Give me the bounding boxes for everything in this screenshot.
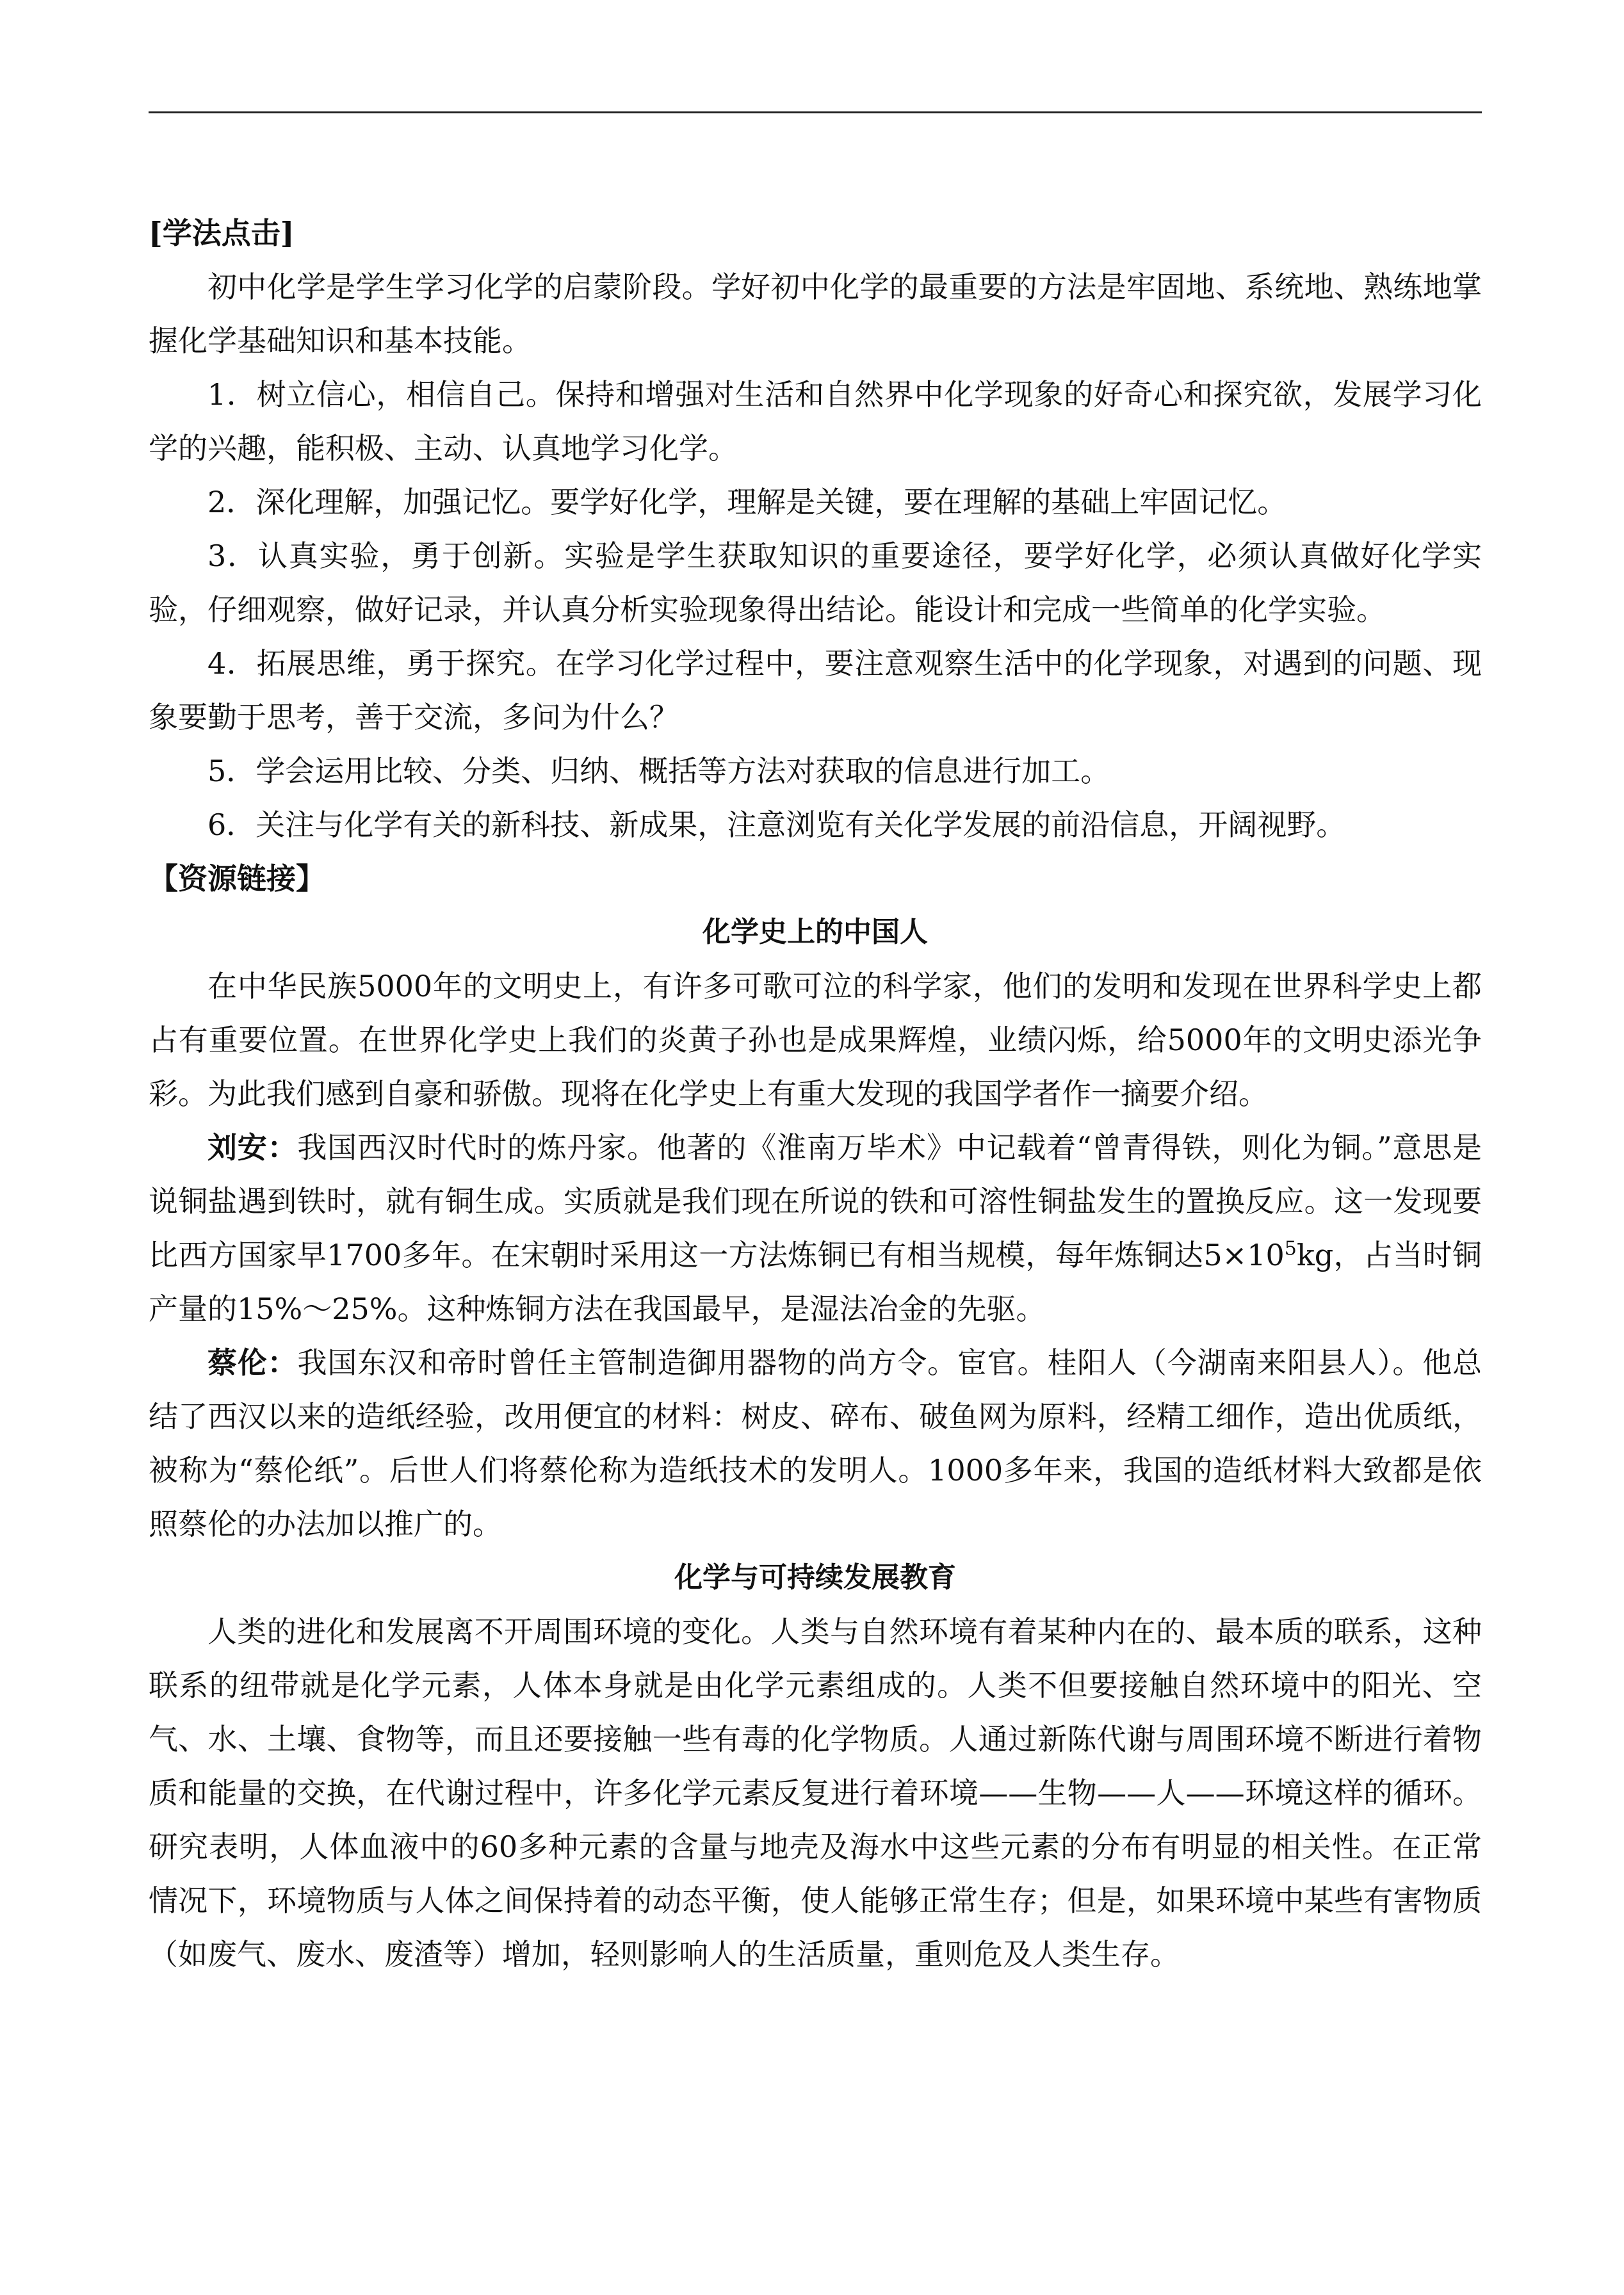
document-body — [149, 206, 1482, 1981]
article-text-sustainable-development: 人类的进化和发展离不开周围环境的变化。人类与自然环境有着某种内在的、最本质的联系，这种联系的纽带就是化学元素，人体本身就是由化学元素组成的。人类不但要接触自然环境中的阳光、空气、水、土壤、食物等，而且还要接触一些有毒的化学物质。人通过新陈代谢与周围环境不断进行着物质和能量的交换，在代谢过程中，许多化学元素反复进行着环境——生物——人——环境这样的循环。研究表明，人体血液中的60多种元素的含量与地壳及海水中这些元素的分布有明显的相关性。在正常情况下，环境物质与人体之间保持着的动态平衡，使人能够正常生存；但是，如果环境中某些有害物质（如废气、废水、废渣等）增加，轻则影响人的生活质量，重则危及人类生存。 — [149, 1614, 1482, 1972]
liu-an-exponent: 5 — [1284, 1237, 1297, 1260]
name-cai-lun: 蔡伦： — [207, 1345, 298, 1380]
name-liu-an: 刘安： — [207, 1130, 298, 1165]
study-tips-heading: [学法点击] — [149, 216, 295, 250]
study-tip-4: 4．拓展思维，勇于探究。在学习化学过程中，要注意观察生活中的化学现象，对遇到的问题、现象要勤于思考，善于交流，多问为什么？ — [149, 646, 1482, 734]
liu-an-text-part2: kg，占当时铜产量的15%～25%。这种炼铜方法在我国最早，是湿法冶金的先驱。 — [149, 1238, 1482, 1326]
study-tip-5: 5．学会运用比较、分类、归纳、概括等方法对获取的信息进行加工。 — [207, 754, 1110, 788]
cai-lun-text: 我国东汉和帝时曾任主管制造御用器物的尚方令。宦官。桂阳人（今湖南来阳县人）。他总结了西汉以来的造纸经验，改用便宜的材料：树皮、碎布、破鱼网为原料，经精工细作，造出优质纸，被称为“蔡伦纸”。后世人们将蔡伦称为造纸技术的发明人。1000多年来，我国的造纸材料大致都是依照蔡伦的办法加以推广的。 — [149, 1345, 1482, 1541]
article-title-sustainable-development: 化学与可持续发展教育 — [674, 1561, 956, 1594]
study-tip-6: 6．关注与化学有关的新科技、新成果，注意浏览有关化学发展的前沿信息，开阔视野。 — [207, 807, 1346, 842]
article-title-chinese-chemists: 化学史上的中国人 — [702, 916, 928, 948]
study-tips-intro: 初中化学是学生学习化学的启蒙阶段。学好初中化学的最重要的方法是牢固地、系统地、熟练地掌握化学基础知识和基本技能。 — [149, 270, 1482, 358]
study-tip-3: 3．认真实验，勇于创新。实验是学生获取知识的重要途径，要学好化学，必须认真做好化学实验，仔细观察，做好记录，并认真分析实验现象得出结论。能设计和完成一些简单的化学实验。 — [149, 539, 1482, 627]
study-tip-1: 1．树立信心，相信自己。保持和增强对生活和自然界中化学现象的好奇心和探究欲，发展学习化学的兴趣，能积极、主动、认真地学习化学。 — [149, 377, 1482, 466]
header-rule — [149, 111, 1482, 113]
paragraph-liu-an — [149, 1121, 1482, 1336]
resources-heading: 【资源链接】 — [149, 861, 325, 896]
study-tip-2: 2．深化理解，加强记忆。要学好化学，理解是关键，要在理解的基础上牢固记忆。 — [207, 485, 1287, 519]
paragraph-cai-lun — [149, 1336, 1482, 1551]
article-intro-chinese-chemists: 在中华民族5000年的文明史上，有许多可歌可泣的科学家，他们的发明和发现在世界科学史上都占有重要位置。在世界化学史上我们的炎黄子孙也是成果辉煌，业绩闪烁，给5000年的文明史添光争彩。为此我们感到自豪和骄傲。现将在化学史上有重大发现的我国学者作一摘要介绍。 — [149, 969, 1482, 1111]
liu-an-text-part1: 我国西汉时代时的炼丹家。他著的《淮南万毕术》中记载着“曾青得铁，则化为铜。”意思是说铜盐遇到铁时，就有铜生成。实质就是我们现在所说的铁和可溶性铜盐发生的置换反应。这一发现要比西方国家早1700多年。在宋朝时采用这一方法炼铜已有相当规模，每年炼铜达5×10 — [149, 1130, 1482, 1272]
